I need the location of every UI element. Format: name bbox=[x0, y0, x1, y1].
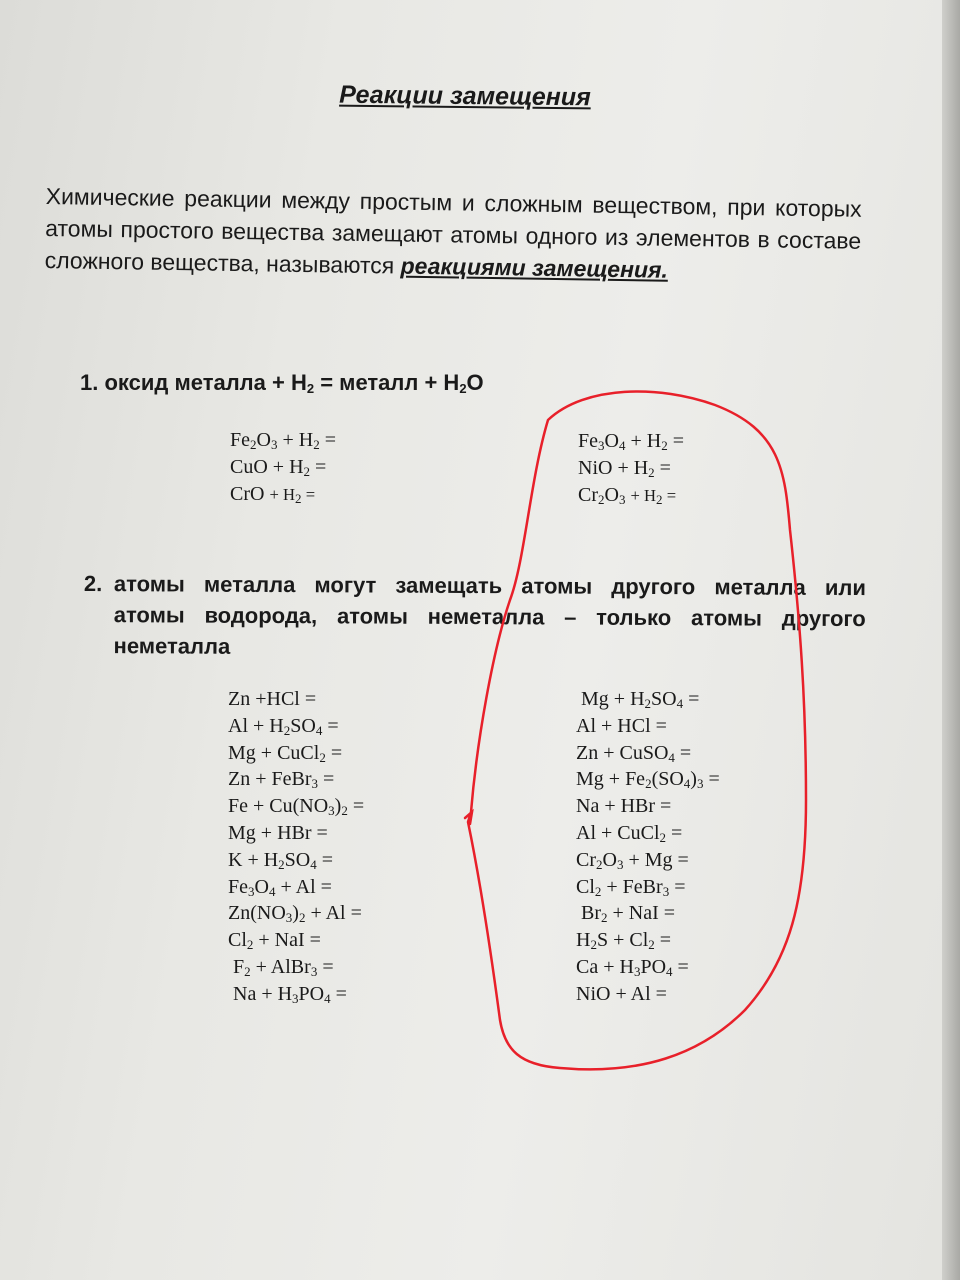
equation: $Na + H_3PO_4$ = bbox=[228, 982, 347, 1006]
equation: $Fe + Cu(NO_3)_2$ = bbox=[228, 795, 365, 819]
equation: $Ca + H_3PO_4$ = bbox=[576, 955, 689, 979]
equation: Zn + CuSO$_4$ = bbox=[576, 741, 692, 765]
equation: Zn + FeBr$_3$ = bbox=[228, 768, 335, 792]
section-1-right-equations bbox=[578, 428, 684, 509]
definition-text: Химические реакции между простым и сложным веществом, при которых атомы простого вещества замещают атомы одного из элементов в составе сложного вещества, называются bbox=[44, 182, 862, 279]
equation: $F_2$ + AlBr$_3$ = bbox=[228, 955, 334, 979]
equation: $Mg + Fe_2(SO_4)_3$ = bbox=[576, 768, 720, 792]
equation: $Br_2$ + NaI = bbox=[576, 902, 676, 926]
section-2-heading bbox=[84, 568, 866, 665]
section-2-left-equations bbox=[228, 686, 364, 1008]
section-1-heading bbox=[80, 367, 600, 398]
equation: Zn +HCl = bbox=[228, 688, 317, 710]
equation: Mg + CuCl$_2$ = bbox=[228, 741, 343, 765]
equation: NiO + Al = bbox=[576, 982, 667, 1005]
equation: $Cl_2$ + FeBr$_3$ = bbox=[576, 875, 686, 899]
section-1-title: оксид металла + $H_2$ = металл + $H_2O$ bbox=[104, 370, 484, 396]
equation: Al + HCl = bbox=[576, 714, 667, 737]
equation: $Fe_3O_4 + H_2$ = bbox=[578, 430, 684, 453]
equation: NiO + $H_2$ = bbox=[578, 456, 671, 480]
equation: Mg + HBr = bbox=[228, 821, 328, 844]
paper-edge bbox=[942, 0, 960, 1280]
equation: $Zn(NO_3)_2 + Al$ = bbox=[228, 902, 362, 926]
equation: $Mg + H_2SO_4$ = bbox=[576, 688, 700, 711]
equation: $Cr_2O_3 + H_2$ = bbox=[578, 483, 677, 507]
section-2-number: 2. bbox=[83, 570, 103, 597]
equation: CrO + $H_2$ = bbox=[230, 482, 316, 506]
equation: $Fe_3O_4 + Al$ = bbox=[228, 875, 332, 899]
section-2-line-1: атомы металла могут замещать атомы другого металла или bbox=[113, 571, 866, 601]
equation: Na + HBr = bbox=[576, 795, 672, 818]
section-2-line-2: атомы водорода, атомы неметалла – только атомы другого bbox=[113, 602, 866, 632]
equation: $Fe_2O_3 + H_2$ = bbox=[230, 429, 336, 452]
equation: $H_2S + Cl_2$ = bbox=[576, 929, 672, 953]
equation: $Cl_2$ + NaI = bbox=[228, 929, 321, 953]
definition-paragraph bbox=[44, 180, 861, 289]
definition-term: реакциями замещения. bbox=[400, 252, 669, 283]
section-2-line-3: неметалла bbox=[113, 633, 231, 659]
section-1-left-equations bbox=[230, 427, 336, 508]
section-1-number: 1. bbox=[80, 370, 99, 395]
equation: CuO + $H_2$ = bbox=[230, 455, 327, 479]
equation: $Al + H_2SO_4$ = bbox=[228, 714, 339, 738]
equation: $K + H_2SO_4$ = bbox=[228, 848, 334, 872]
equation: $Cr_2O_3 + Mg$ = bbox=[576, 848, 689, 872]
equation: Al + CuCl$_2$ = bbox=[576, 821, 683, 845]
section-2-right-equations bbox=[576, 686, 720, 1008]
page-title: Реакции замещения bbox=[339, 80, 591, 112]
